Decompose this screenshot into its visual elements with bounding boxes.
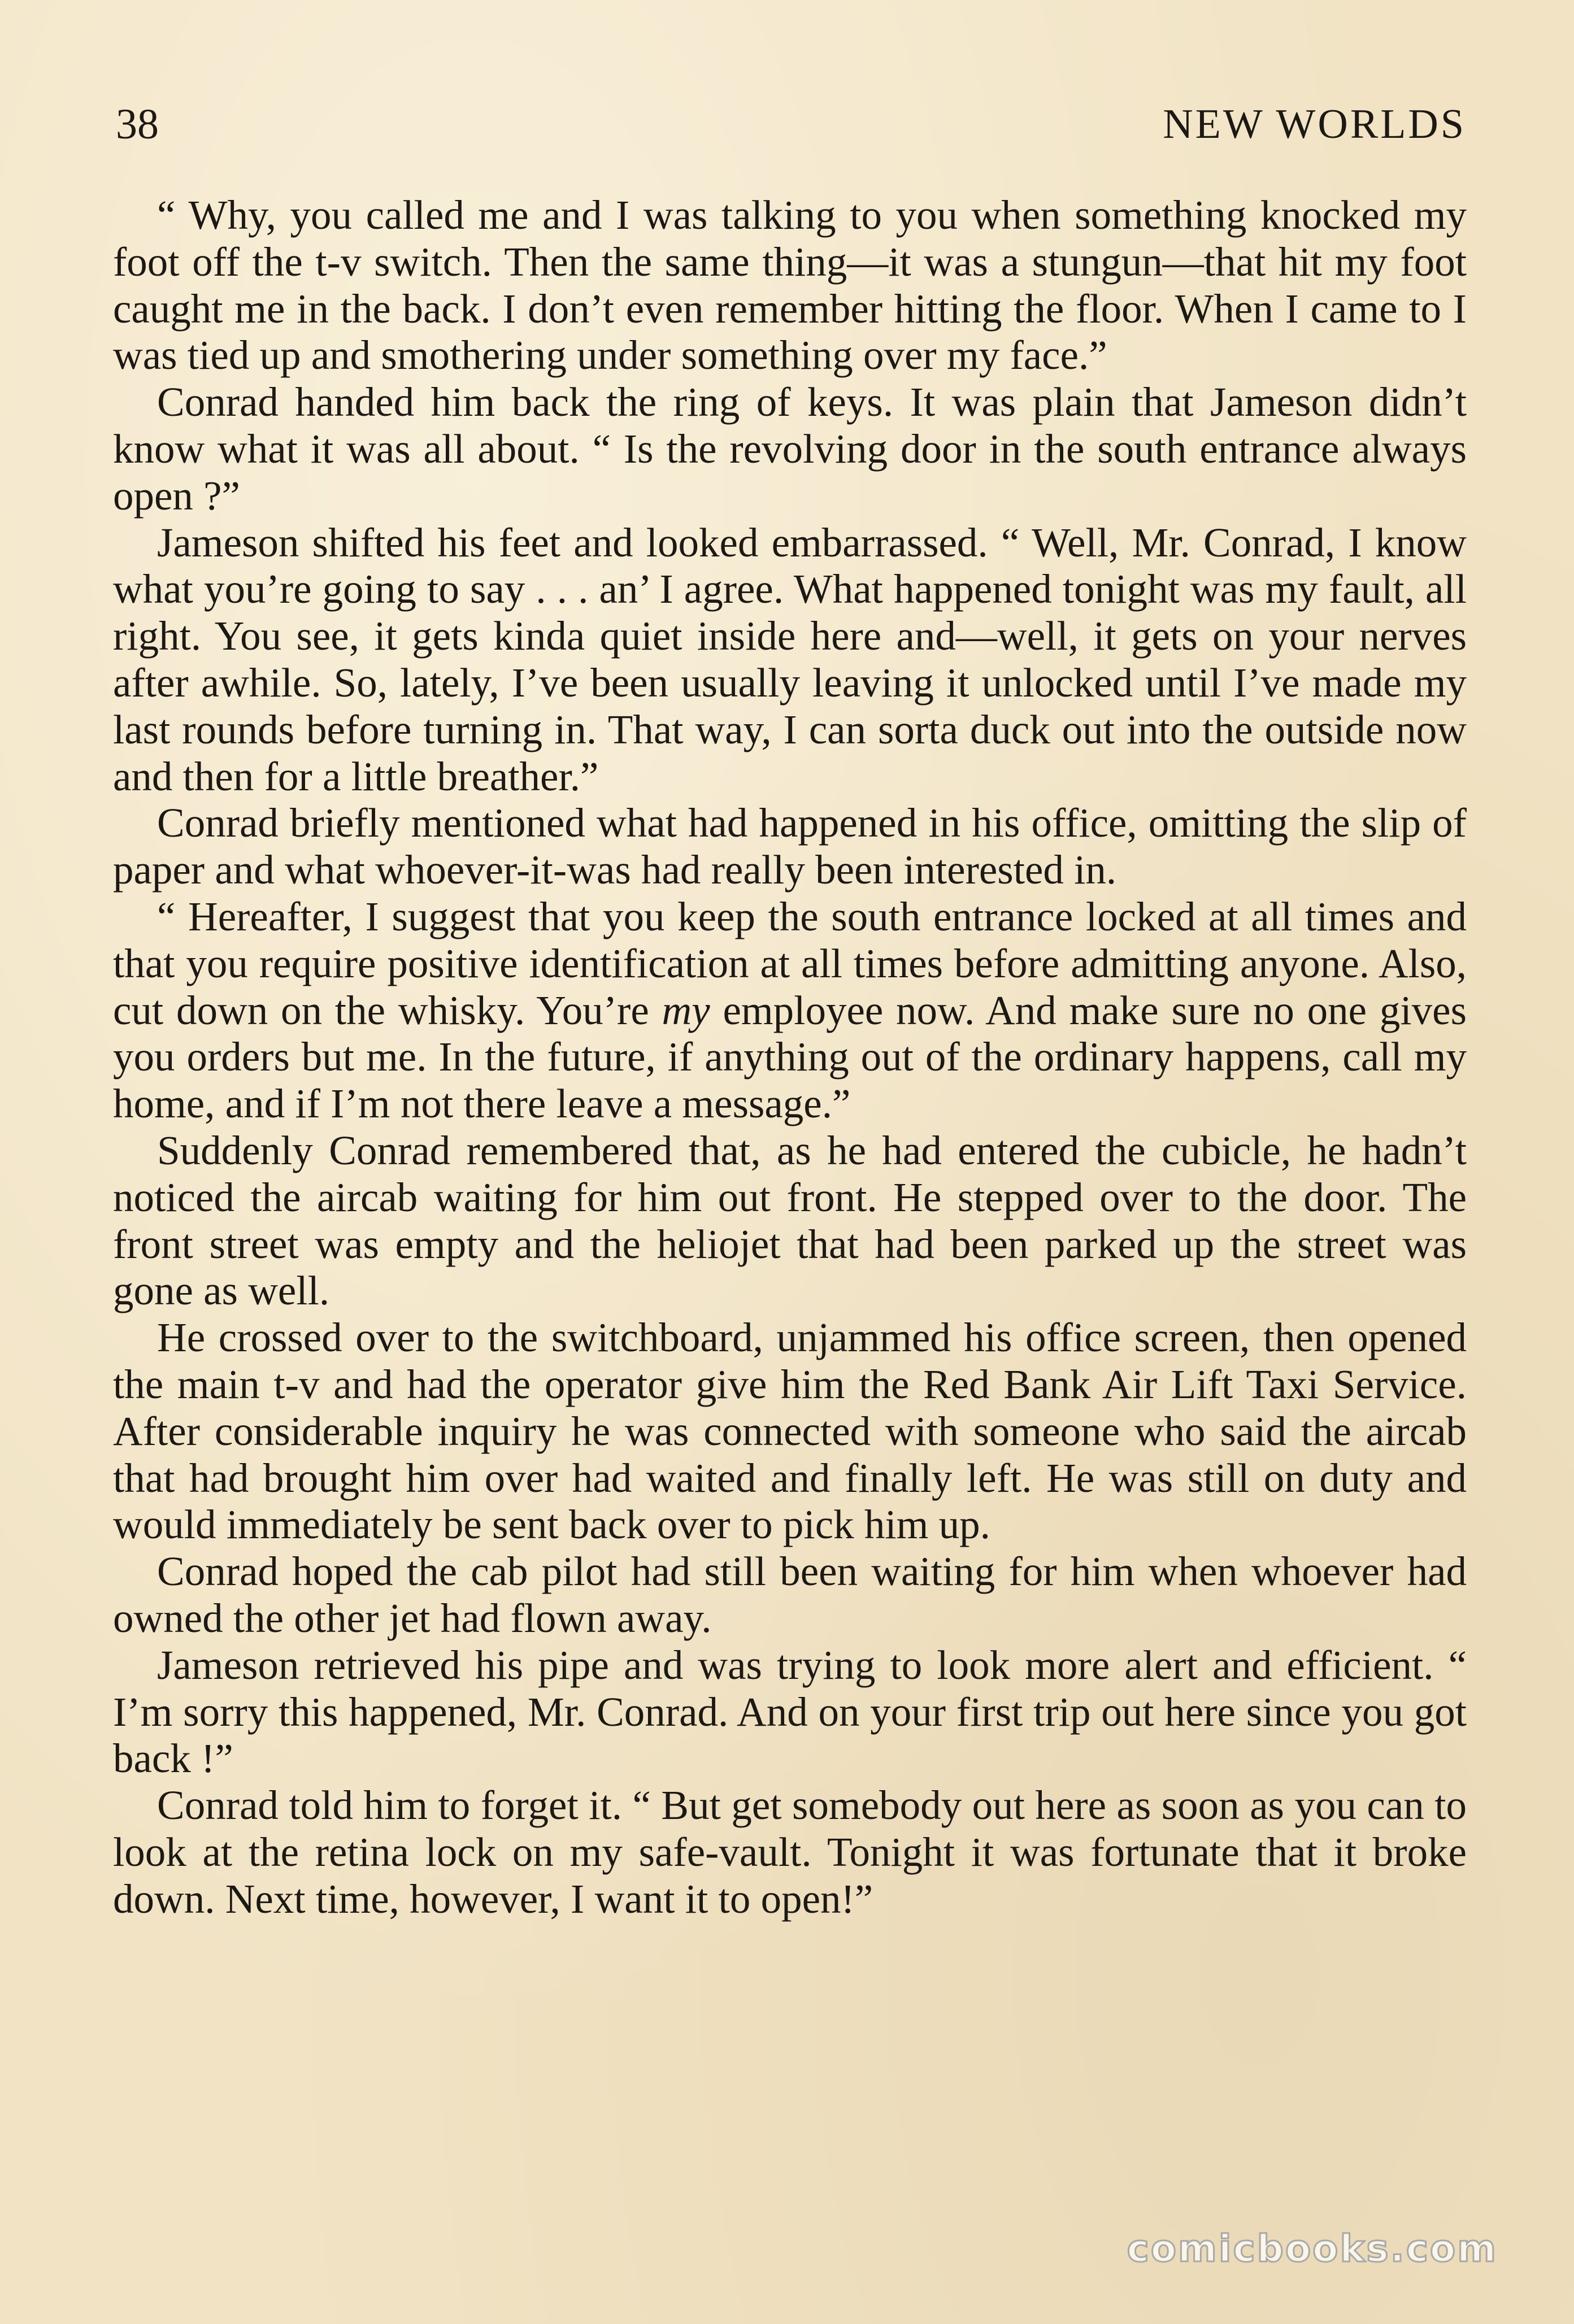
paragraph: [113, 800, 1467, 894]
running-head: NEW WORLDS: [1163, 101, 1466, 147]
paragraph-text: Conrad briefly mentioned what had happened in his office, omitting the slip of paper and what whoever-it-was had really been interested in.: [113, 800, 1467, 893]
paragraph: [113, 192, 1467, 379]
paragraph-text: Conrad handed him back the ring of keys. It was plain that Jameson didn’t know what it was all about. “ Is the revolving door in the south entrance always open ?”: [113, 379, 1467, 519]
paragraph-text: Jameson shifted his feet and looked embarrassed. “ Well, Mr. Conrad, I know what you’re going to say . . . an’ I agree. What happened tonight was my fault, all right. You see, it gets kinda quiet inside here and—well, it gets on your nerves after awhile. So, lately, I’ve been usually leaving it unlocked until I’ve made my last rounds before turning in. That way, I can sorta duck out into the outside now and then for a little breather.”: [113, 519, 1467, 799]
page-number: 38: [116, 101, 159, 148]
paragraph-text: employee now. And make sure no one gives you orders but me. In the future, if anything out of the ordinary happens, call my home, and if I’m not there leave a message.”: [113, 987, 1467, 1127]
paragraph-text: “ Why, you called me and I was talking to you when something knocked my foot off the t-v switch. Then the same thing—it was a stungun—that hit my foot caught me in the back. I don’t even remember hitting the floor. When I came to I was tied up and smothering under something over my face.”: [113, 192, 1467, 378]
paragraph-text: Conrad hoped the cab pilot had still been waiting for him when whoever had owned the other jet had flown away.: [113, 1548, 1467, 1641]
paragraph: [113, 1642, 1467, 1782]
paragraph-text: Conrad told him to forget it. “ But get somebody out here as soon as you can to look at the retina lock on my safe-vault. Tonight it was fortunate that it broke down. Next time, however, I want it to open!”: [113, 1782, 1467, 1922]
paragraph-text: Suddenly Conrad remembered that, as he had entered the cubicle, he hadn’t noticed the aircab waiting for him out front. He stepped over to the door. The front street was empty and the heliojet that had been parked up the street was gone as well.: [113, 1127, 1467, 1314]
paragraph: [113, 894, 1467, 1128]
watermark: comicbooks.com: [1127, 2227, 1498, 2270]
paragraph: [113, 1548, 1467, 1642]
paragraph: [113, 1128, 1467, 1315]
paragraph: [113, 379, 1467, 519]
paragraph: [113, 1782, 1467, 1922]
paragraph: [113, 1315, 1467, 1548]
body-text: [113, 192, 1467, 1922]
paragraph-text: He crossed over to the switchboard, unjammed his office screen, then opened the main t-v and had the operator give him the Red Bank Air Lift Taxi Service. After considerable inquiry he was connected with someone who said the aircab that had brought him over had waited and finally left. He was still on duty and would immediately be sent back over to pick him up.: [113, 1315, 1467, 1548]
paragraph-text: “ Hereafter, I suggest that you keep the south entrance locked at all times and that you require positive identification at all times before admitting anyone. Also, cut down on the whisky. You’re: [113, 893, 1467, 1033]
emphasized-word: my: [662, 987, 710, 1033]
page-header: [116, 96, 1466, 153]
paragraph-text: Jameson retrieved his pipe and was trying to look more alert and efficient. “ I’m sorry this happened, Mr. Conrad. And on your first trip out here since you got back !”: [113, 1642, 1467, 1782]
paragraph: [113, 520, 1467, 800]
